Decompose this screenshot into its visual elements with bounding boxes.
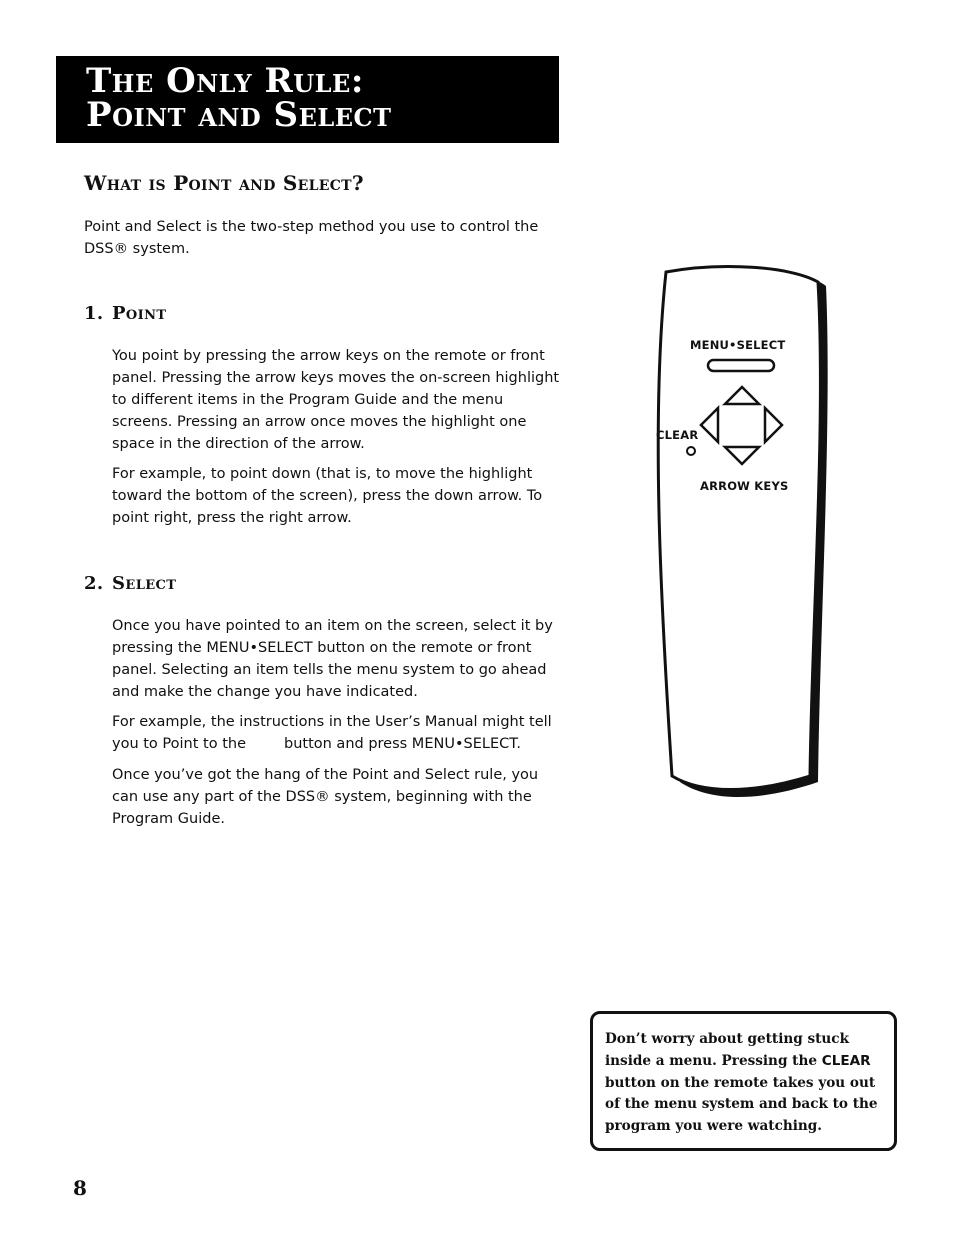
step-select-title: Select <box>112 573 177 594</box>
select-example-before: For example, the instructions in the User’s Manual might tell you to Point to the <box>112 714 552 752</box>
step-select-number: 2. <box>84 573 104 594</box>
clear-button-icon <box>687 447 695 455</box>
section-heading: What is Point and Select? <box>84 171 364 195</box>
step-point-title: Point <box>112 303 167 324</box>
page-number: 8 <box>73 1176 87 1200</box>
select-example-after: button and press MENU•SELECT. <box>284 736 521 752</box>
tip-clear-key: CLEAR <box>821 1052 871 1069</box>
remote-control-illustration <box>640 262 840 802</box>
step-point-heading <box>84 303 167 324</box>
chapter-title-bar <box>56 56 559 143</box>
menu-select-label: MENU•SELECT <box>690 338 786 352</box>
arrow-keys-label: ARROW KEYS <box>700 479 789 493</box>
tip-box <box>590 1011 897 1151</box>
menu-select-button-icon <box>708 360 774 371</box>
select-paragraph-3: Once you’ve got the hang of the Point and Select rule, you can use any part of the DSS® system, beginning with the Program Guide. <box>112 767 539 827</box>
point-paragraph-2: For example, to point down (that is, to move the highlight toward the bottom of the screen), press the down arrow. To point right, press the right arrow. <box>112 466 543 526</box>
tip-text-after: button on the remote takes you out of the menu system and back to the program you were watching. <box>605 1074 878 1135</box>
select-example-paragraph <box>112 711 567 755</box>
chapter-title-line-2: Point and Select <box>86 95 392 135</box>
point-paragraph-1: You point by pressing the arrow keys on the remote or front panel. Pressing the arrow keys moves the on-screen highlight to different items in the Program Guide and the menu screens. Pressing an arrow once moves the highlight one space in the direction of the arrow. <box>112 348 560 452</box>
chapter-title-line-1: The Only Rule: <box>86 61 364 101</box>
tip-text <box>605 1029 884 1138</box>
step-point-number: 1. <box>84 303 104 324</box>
step-select-heading <box>84 573 176 594</box>
select-paragraph-1: Once you have pointed to an item on the screen, select it by pressing the MENU•SELECT button on the remote or front panel. Selecting an item tells the menu system to go ahead and make the change you have indicated. <box>112 618 553 700</box>
clear-label: CLEAR <box>656 428 699 442</box>
tip-text-before: Don’t worry about getting stuck inside a menu. Pressing the <box>605 1031 849 1069</box>
intro-paragraph: Point and Select is the two-step method you use to control the DSS® system. <box>84 219 539 257</box>
